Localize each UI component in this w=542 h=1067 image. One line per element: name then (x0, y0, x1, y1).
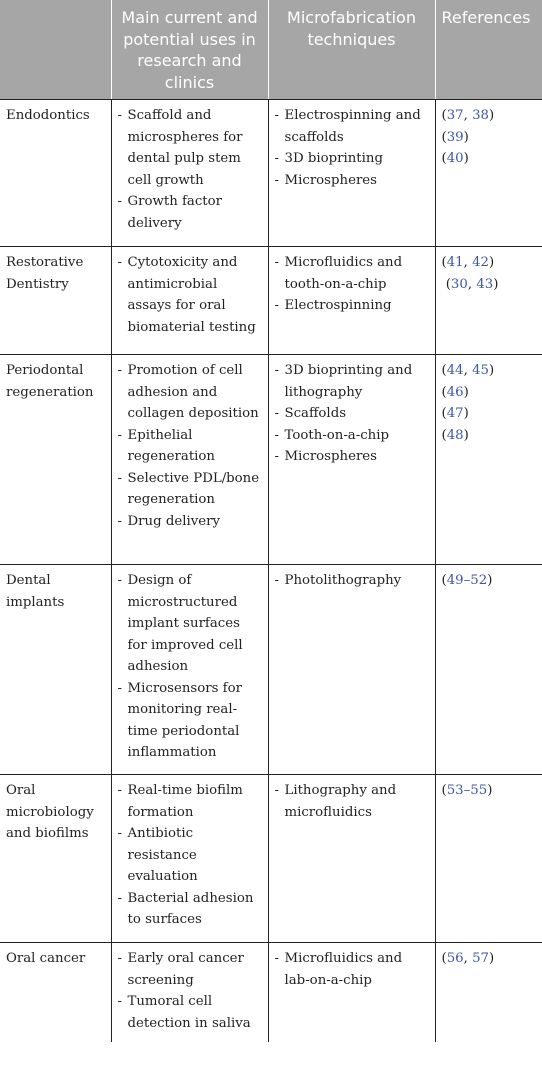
reference-open: ( (441, 427, 447, 443)
uses-cell (111, 775, 268, 943)
uses-list (118, 360, 263, 532)
list-item: - Epithelial regeneration (118, 425, 263, 468)
reference-open: ( (441, 573, 447, 588)
reference-line: (44, 45) (441, 363, 495, 378)
reference-line: (56, 57) (441, 951, 495, 966)
reference-open: ( (441, 129, 447, 145)
reference-link[interactable]: 42 (472, 255, 490, 270)
list-item: - Electrospinning (275, 295, 430, 317)
area-cell: Oral microbiology and biofilms (0, 775, 111, 943)
techniques-cell (268, 775, 435, 943)
reference-close: ) (463, 384, 469, 400)
reference-link[interactable]: 44 (446, 363, 464, 378)
reference-line (442, 382, 538, 404)
references-cell (435, 943, 542, 1042)
list-item: - Antibiotic resistance evaluation (118, 823, 263, 888)
reference-link[interactable]: 40 (446, 151, 464, 166)
techniques-cell (268, 943, 435, 1042)
reference-line: (30, 43) (441, 276, 499, 292)
area-cell: Dental implants (0, 565, 111, 775)
uses-cell (111, 355, 268, 565)
reference-close: ) (489, 951, 495, 966)
list-item: - Tooth-on-a-chip (275, 425, 430, 447)
reference-link[interactable]: 57 (472, 951, 490, 966)
uses-list (118, 948, 263, 1034)
reference-link[interactable]: 47 (446, 406, 464, 421)
uses-cell (111, 943, 268, 1042)
list-item: - Promotion of cell adhesion and collagen deposition (118, 360, 263, 425)
list-item: - Electrospinning and scaffolds (275, 105, 430, 148)
reference-open: ( (441, 951, 447, 966)
references-cell (435, 355, 542, 565)
techniques-cell (268, 100, 435, 247)
list-item: - Tumoral cell detection in saliva (118, 991, 263, 1034)
references-cell (435, 100, 542, 247)
list-item: - Scaffolds (275, 403, 430, 425)
list-item: - Design of microstructured implant surfaces for improved cell adhesion (118, 570, 263, 678)
reference-line (442, 148, 538, 170)
techniques-cell (268, 247, 435, 355)
uses-list (118, 252, 263, 338)
techniques-list (275, 360, 430, 468)
area-cell: Endodontics (0, 100, 111, 247)
list-item: - Microspheres (275, 170, 430, 192)
list-item: - Microfluidics and lab-on-a-chip (275, 948, 430, 991)
list-item: - Growth factor delivery (118, 191, 263, 234)
table-row (0, 100, 542, 247)
reference-line (442, 780, 538, 802)
reference-close: ) (489, 108, 495, 123)
list-item: - Photolithography (275, 570, 430, 592)
reference-line: (41, 42) (441, 255, 495, 270)
reference-line (442, 425, 538, 447)
reference-link[interactable]: 49–52 (446, 573, 488, 588)
reference-line: (37, 38) (441, 108, 495, 123)
techniques-cell (268, 355, 435, 565)
reference-line (442, 570, 538, 592)
reference-open: ( (441, 108, 447, 123)
area-cell: Periodontal regeneration (0, 355, 111, 565)
reference-open: ( (441, 406, 447, 421)
reference-open: ( (441, 363, 447, 378)
header-area (0, 0, 111, 100)
reference-link[interactable]: 56 (446, 951, 464, 966)
reference-close: ) (463, 151, 469, 166)
reference-open: ( (441, 783, 447, 798)
list-item: - Real-time biofilm formation (118, 780, 263, 823)
header-row (0, 0, 542, 100)
reference-link[interactable]: 43 (476, 276, 494, 292)
techniques-list (275, 780, 430, 823)
techniques-list (275, 948, 430, 991)
reference-link[interactable]: 46 (446, 384, 464, 400)
reference-link[interactable]: 45 (472, 363, 490, 378)
uses-cell (111, 100, 268, 247)
reference-close: ) (463, 427, 469, 443)
reference-close: ) (487, 573, 493, 588)
list-item: - Microfluidics and tooth-on-a-chip (275, 252, 430, 295)
header-techniques: Microfabrication techniques (268, 0, 435, 100)
reference-close: ) (493, 276, 499, 292)
table-row (0, 775, 542, 943)
references-cell (435, 247, 542, 355)
reference-link[interactable]: 38 (472, 108, 490, 123)
reference-open: ( (441, 276, 451, 292)
list-item: - Scaffold and microspheres for dental pulp stem cell growth (118, 105, 263, 191)
area-cell: Restorative Dentistry (0, 247, 111, 355)
references-cell (435, 565, 542, 775)
reference-close: ) (463, 406, 469, 421)
reference-open: ( (441, 151, 447, 166)
uses-list (118, 780, 263, 931)
list-item: - 3D bioprinting and lithography (275, 360, 430, 403)
reference-close: ) (463, 129, 469, 145)
table-row (0, 565, 542, 775)
techniques-list (275, 570, 430, 592)
reference-open: ( (441, 384, 447, 400)
techniques-list (275, 105, 430, 191)
list-item: - Microsensors for monitoring real-time periodontal inflammation (118, 678, 263, 764)
reference-close: ) (489, 363, 495, 378)
reference-link[interactable]: 48 (446, 427, 464, 443)
uses-list (118, 570, 263, 764)
reference-close: ) (487, 783, 493, 798)
uses-list (118, 105, 263, 234)
reference-link[interactable]: 30 (450, 276, 468, 292)
reference-line (442, 127, 538, 149)
reference-link[interactable]: 41 (446, 255, 464, 270)
list-item: - Bacterial adhesion to surfaces (118, 888, 263, 931)
reference-link[interactable]: 53–55 (446, 783, 488, 798)
uses-cell (111, 247, 268, 355)
list-item: - Cytotoxicity and antimicrobial assays for oral biomaterial testing (118, 252, 263, 338)
references-cell (435, 775, 542, 943)
table-row (0, 943, 542, 1042)
table-row (0, 355, 542, 565)
header-uses: Main current and potential uses in research and clinics (111, 0, 268, 100)
list-item: - 3D bioprinting (275, 148, 430, 170)
reference-open: ( (441, 255, 447, 270)
techniques-cell (268, 565, 435, 775)
reference-close: ) (489, 255, 495, 270)
list-item: - Selective PDL/bone regeneration (118, 468, 263, 511)
header-references: References (435, 0, 542, 100)
techniques-list (275, 252, 430, 317)
list-item: - Microspheres (275, 446, 430, 468)
list-item: - Lithography and microfluidics (275, 780, 430, 823)
reference-link[interactable]: 37 (446, 108, 464, 123)
list-item: - Drug delivery (118, 511, 263, 533)
area-cell: Oral cancer (0, 943, 111, 1042)
reference-link[interactable]: 39 (446, 129, 464, 145)
table-row (0, 247, 542, 355)
reference-line (442, 403, 538, 425)
uses-cell (111, 565, 268, 775)
list-item: - Early oral cancer screening (118, 948, 263, 991)
